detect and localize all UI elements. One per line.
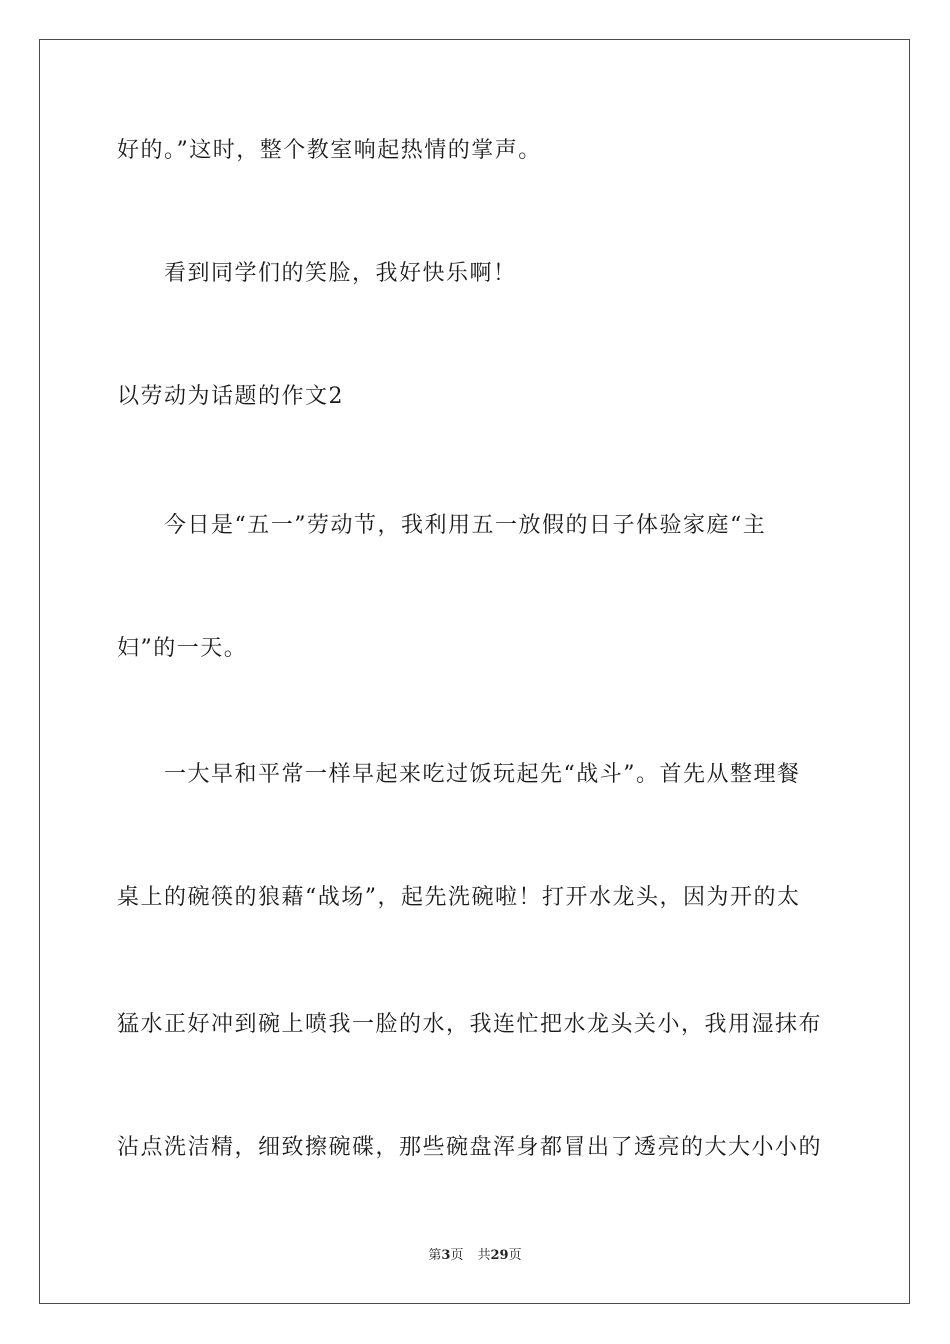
page-border xyxy=(39,39,910,1304)
section-heading: 以劳动为话题的作文2 xyxy=(117,384,344,409)
text-line-1: 好的。”这时，整个教室响起热情的掌声。 xyxy=(117,138,542,163)
text-line-4: 妇”的一天。 xyxy=(117,636,248,661)
page-total: 29 xyxy=(490,1248,509,1263)
page-suffix: 页 xyxy=(450,1248,464,1263)
page-footer xyxy=(0,1247,950,1265)
text-line-2: 看到同学们的笑脸，我好快乐啊！ xyxy=(164,261,517,286)
page-prefix: 第 xyxy=(428,1248,442,1263)
page-number: 3 xyxy=(441,1248,451,1263)
text-line-3: 今日是“五一”劳动节，我利用五一放假的日子体验家庭“主 xyxy=(164,513,767,538)
text-line-8: 沾点洗洁精，细致擦碗碟，那些碗盘浑身都冒出了透亮的大大小小的 xyxy=(117,1135,823,1160)
text-line-5: 一大早和平常一样早起来吃过饭玩起先“战斗”。首先从整理餐 xyxy=(164,762,801,787)
text-line-6: 桌上的碗筷的狼藉“战场”，起先洗碗啦！打开水龙头，因为开的太 xyxy=(117,885,801,910)
total-prefix: 共 xyxy=(477,1248,491,1263)
text-line-7: 猛水正好冲到碗上喷我一脸的水，我连忙把水龙头关小，我用湿抹布 xyxy=(117,1012,823,1037)
total-suffix: 页 xyxy=(508,1248,522,1263)
